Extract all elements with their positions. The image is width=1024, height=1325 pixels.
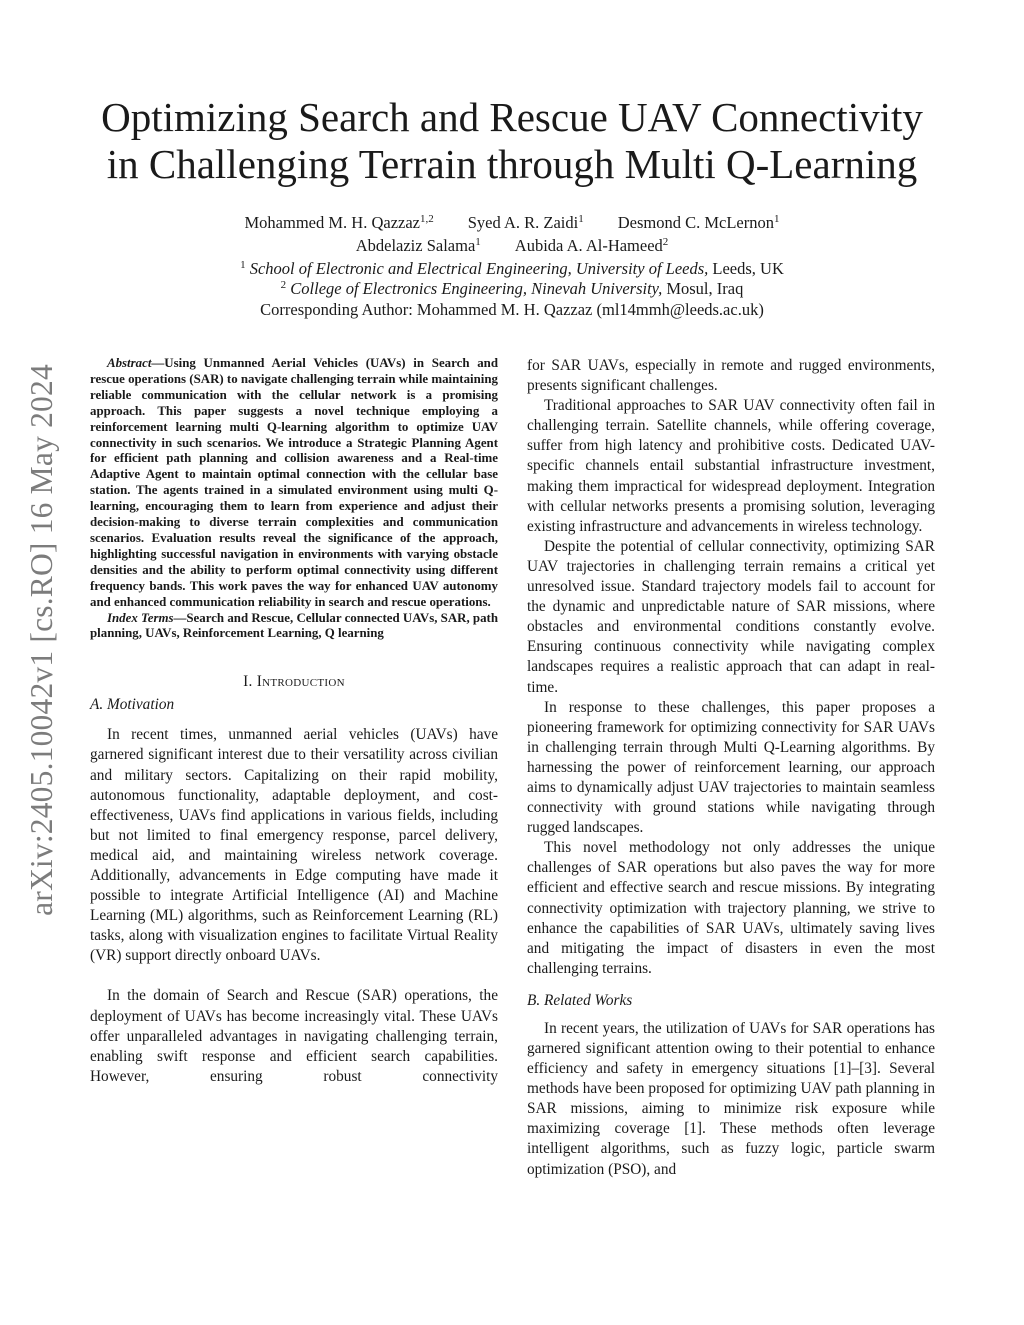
author-name: Syed A. R. Zaidi	[467, 213, 579, 232]
paragraph: This novel methodology not only addresses the unique challenges of SAR operations but also paves the way for more efficient and effective search and rescue missions. By integrating connectivity optimization with trajectory planning, we strive to enhance the capabilities of SAR UAVs, ultimately saving lives and mitigating the impact of disasters in even the most challenging terrains.	[527, 839, 935, 977]
author-name: Mohammed M. H. Qazzaz	[244, 213, 420, 232]
subsection-heading-motivation: A. Motivation	[90, 696, 175, 714]
paper-title-line-2: in Challenging Terrain through Multi Q-Learning	[106, 141, 918, 187]
section-number: I.	[243, 673, 253, 691]
author-line-1	[80, 212, 944, 233]
paragraph: In recent times, unmanned aerial vehicles (UAVs) have garnered significant interest due to their versatility across civilian and military sectors. Capitalizing on their rapid mobility, autonomous functionality, adaptable deployment, and cost-effectiveness, UAVs find applications in various fields, including but not limited to final emergency response, parcel delivery, medical aid, and maintaining wireless network coverage. Additionally, advancements in Edge computing have made it possible to integrate Artificial Intelligence (AI) and Machine Learning (ML) algorithms, such as Reinforcement Learning (RL) tasks, along with visualization engines to facilitate Virtual Reality (VR) support directly onboard UAVs.	[90, 726, 498, 965]
affiliation-1	[80, 258, 944, 279]
author-name: Desmond C. McLernon	[617, 213, 774, 232]
arxiv-identifier	[20, 340, 64, 940]
affiliation-2	[80, 278, 944, 299]
abstract-text: —Using Unmanned Aerial Vehicles (UAVs) in Search and rescue operations (SAR) to navigate challenging terrain while maintaining reliable communication with the cellular network is a promising approach. This paper suggests a novel technique employing a reinforcement learning multi Q-learning algorithm to optimize UAV connectivity in such scenarios. We introduce a Strategic Planning Agent for efficient path planning and collision awareness and a Real-time Adaptive Agent to maintain optimal connection with the cellular base station. The agents trained in a simulated environment using multi Q-learning, encouraging them to learn from experience and adjust their decision-making to diverse terrain complexities and communication scenarios. Evaluation results reveal the significance of the approach, highlighting successful navigation in environments with varying obstacle densities and the ability to perform optimal connectivity using different frequency bands. This work paves the way for enhanced UAV autonomy and enhanced communication reliability in search and rescue operations.	[90, 356, 498, 609]
author-name: Aubida A. Al-Hameed	[514, 236, 663, 255]
paragraph: Traditional approaches to SAR UAV connectivity often fail in challenging terrain. Satellite channels, while offering coverage, suffer from high latency and prohibitive costs. Dedicated UAV-specific channels entail substantial infrastructure investment, making them impractical for widespread deployment. Integration with cellular networks presents a promising solution, leveraging existing infrastructure and advancements in wireless technology.	[527, 397, 935, 535]
author-affiliation-mark: 1	[578, 213, 584, 225]
corresponding-author: Corresponding Author: Mohammed M. H. Qazzaz (ml14mmh@leeds.ac.uk)	[260, 300, 764, 319]
paragraph: In the domain of Search and Rescue (SAR) operations, the deployment of UAVs has become increasingly vital. These UAVs offer unparalleled advantages in navigating challenging terrain, enabling swift response and efficient search capabilities. However, ensuring robust connectivity	[90, 987, 498, 1085]
author-affiliation-mark: 2	[662, 236, 669, 248]
author-affiliation-mark: 1	[475, 236, 481, 248]
right-column	[527, 356, 935, 1180]
paragraph: In response to these challenges, this paper proposes a pioneering framework for optimizing connectivity for SAR UAVs in challenging terrain through Multi Q-Learning algorithms. By harnessing the power of reinforcement learning, our approach aims to dynamically adjust UAV trajectories to maintain seamless connectivity with ground stations while navigating through rugged landscapes.	[527, 698, 935, 837]
author-affiliation-mark: 1,2	[419, 213, 434, 225]
paper-title	[80, 94, 944, 188]
abstract-label: Abstract	[107, 356, 152, 370]
author-line-2	[80, 235, 944, 256]
abstract	[90, 356, 498, 611]
index-terms-label: Index Terms	[107, 610, 174, 625]
author-name: Abdelaziz Salama	[355, 236, 476, 255]
index-terms-text: —Search and Rescue, Cellular connected UAVs, SAR, path planning, UAVs, Reinforcement Learning, Q learning	[90, 610, 498, 641]
paragraph: Despite the potential of cellular connectivity, optimizing SAR UAV trajectories in challenging terrain remains a critical yet unresolved issue. Standard trajectory models fail to account for the dynamic and unpredictable nature of SAR missions, where obstacles and environmental conditions constantly evolve. Ensuring continuous connectivity while navigating complex landscapes requires a realistic approach that can adapt in real-time.	[527, 537, 935, 696]
affiliation-mark: 2	[280, 279, 287, 291]
affiliation-institution: School of Electronic and Electrical Engineering, University of Leeds,	[249, 259, 709, 278]
section-title: Introduction	[256, 673, 345, 691]
section-heading-introduction	[90, 672, 498, 692]
paragraph-continuation: for SAR UAVs, especially in remote and rugged environments, presents significant challenges.	[527, 357, 935, 395]
arxiv-identifier-text: arXiv:2405.10042v1 [cs.RO] 16 May 2024	[24, 364, 59, 916]
left-column	[90, 356, 498, 1087]
paper-title-line-1: Optimizing Search and Rescue UAV Connectivity	[101, 94, 923, 140]
subsection-heading-related-works: B. Related Works	[527, 991, 633, 1009]
index-terms	[90, 611, 498, 643]
affiliation-location: Mosul, Iraq	[666, 279, 744, 298]
paragraph: In recent years, the utilization of UAVs for SAR operations has garnered significant attention owing to their potential to enhance efficiency and safety in emergency situations [1]–[3]. Several methods have been proposed for optimizing UAV path planning in SAR missions, aiming to minimize risk exposure while maximizing coverage [1]. These methods often leverage intelligent algorithms, such as fuzzy logic, particle swarm optimization (PSO), and	[527, 1019, 935, 1178]
affiliation-mark: 1	[240, 259, 246, 271]
affiliation-location: Leeds, UK	[712, 259, 784, 278]
affiliation-institution: College of Electronics Engineering, Ninevah University,	[290, 279, 663, 298]
author-affiliation-mark: 1	[773, 213, 780, 225]
